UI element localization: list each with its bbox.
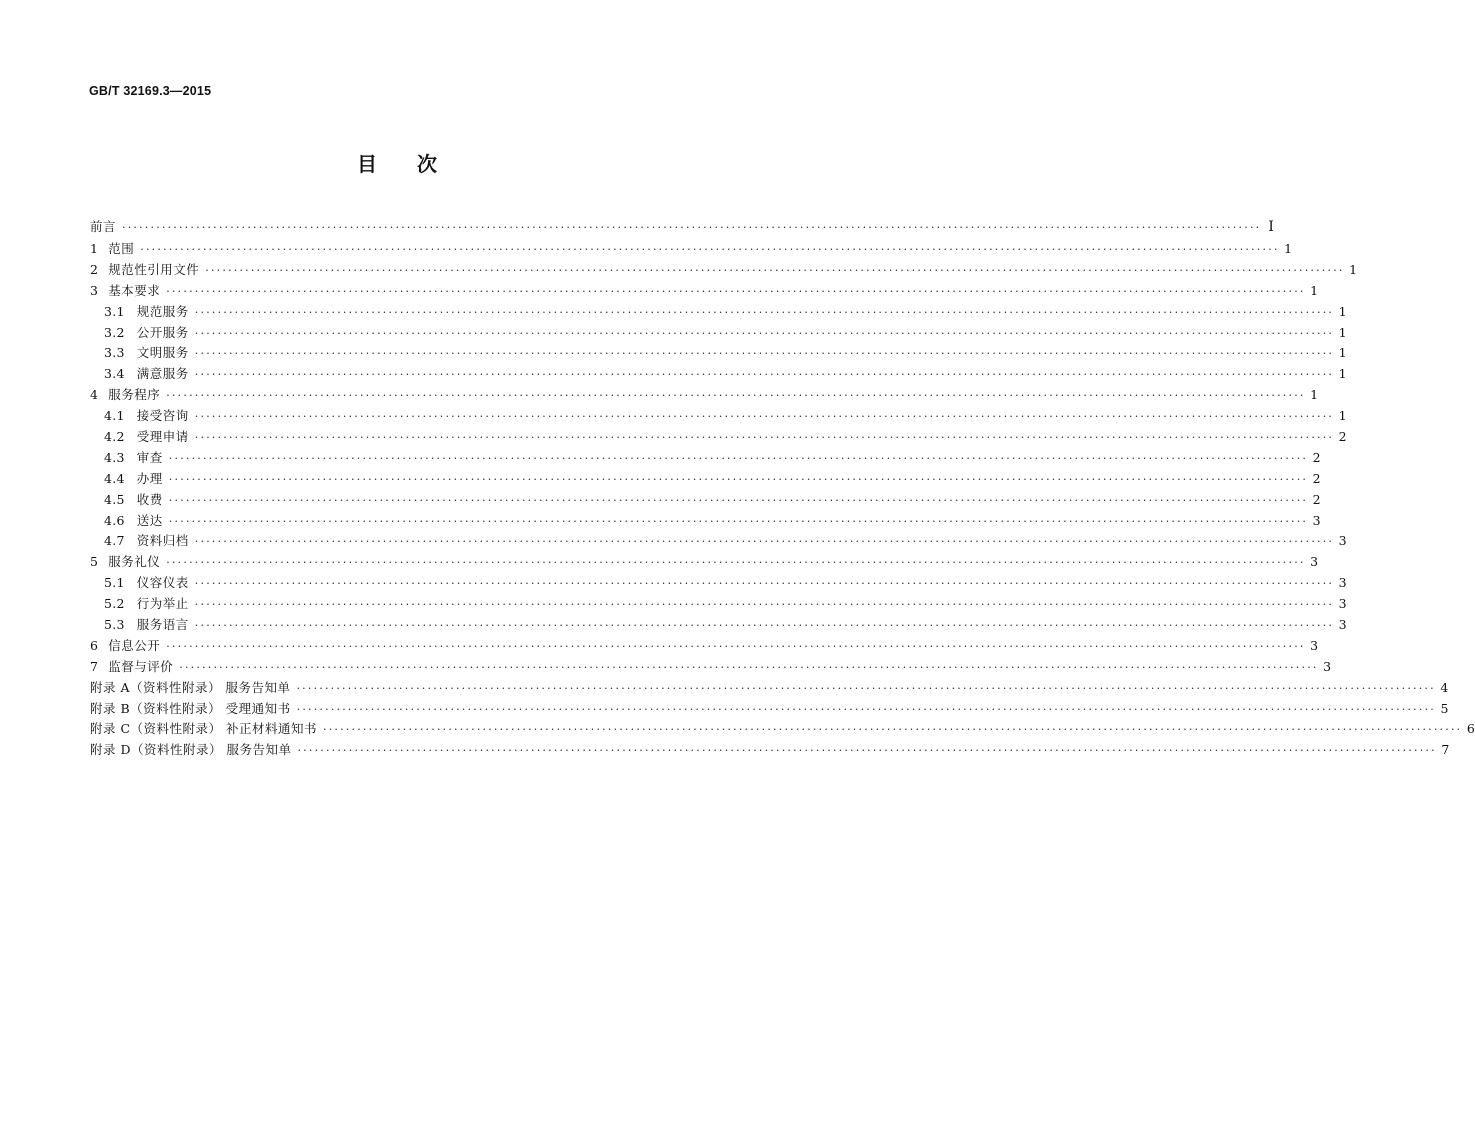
toc-entry-number: 3.1 [104, 303, 125, 319]
toc-entry-page: 1 [1284, 241, 1293, 256]
toc-entry-page: 2 [1312, 470, 1322, 486]
toc-entry-page: I [1268, 219, 1275, 235]
toc-leader-dots: ········································································································································································································ [122, 221, 1262, 234]
toc-entry-label: 信息公开 [108, 637, 161, 653]
toc-entry[interactable] [90, 511, 1322, 532]
toc-leader-dots: ········································································································································································································ [140, 243, 1280, 256]
toc-leader-dots: ········································································································································································································ [297, 744, 1437, 758]
toc-entry-page: 3 [1310, 554, 1319, 570]
toc-entry-label: 行为举止 [136, 596, 189, 612]
toc-leader-dots: ········································································································································································································ [194, 577, 1335, 591]
standard-code: GB/T 32169.3—2015 [89, 84, 212, 98]
toc-entry[interactable] [90, 740, 1450, 761]
toc-entry-number: 3.2 [104, 324, 125, 340]
toc-leader-dots: ········································································································································································································ [166, 639, 1306, 653]
toc-entry[interactable] [90, 573, 1348, 594]
toc-entry[interactable] [90, 678, 1449, 699]
toc-leader-dots: ········································································································································································································ [168, 472, 1309, 486]
toc-entry-number: 7 [90, 658, 99, 674]
toc-entry-number: 5.3 [104, 617, 125, 633]
toc-leader-dots: ········································································································································································································ [179, 660, 1319, 674]
table-of-contents [90, 215, 1475, 761]
toc-entry-page: 1 [1310, 387, 1319, 403]
toc-entry-page: 2 [1312, 491, 1322, 507]
toc-entry-number: 4 [90, 387, 99, 403]
toc-entry[interactable] [90, 490, 1322, 511]
toc-entry-number: 6 [90, 637, 99, 653]
toc-leader-dots: ········································································································································································································ [166, 556, 1306, 570]
toc-entry-label: 服务语言 [136, 617, 189, 633]
toc-entry-label: 审查 [136, 449, 163, 465]
toc-entry-label: 资料归档 [136, 533, 189, 549]
toc-entry-number: 4.6 [104, 512, 125, 528]
toc-entry-page: 3 [1338, 617, 1348, 633]
toc-entry[interactable] [90, 323, 1348, 344]
toc-entry[interactable] [90, 302, 1348, 323]
toc-leader-dots: ········································································································································································································ [194, 598, 1335, 612]
toc-entry[interactable] [90, 215, 1275, 239]
toc-entry-label: 基本要求 [108, 282, 161, 298]
toc-entry-label: 文明服务 [136, 345, 189, 361]
toc-entry[interactable] [90, 615, 1348, 636]
toc-entry[interactable] [90, 260, 1358, 281]
toc-leader-dots: ········································································································································································································ [168, 451, 1309, 465]
toc-entry-label: 规范性引用文件 [108, 261, 200, 277]
toc-entry[interactable] [90, 636, 1319, 657]
page-title: 目次 [357, 152, 477, 176]
toc-entry[interactable] [90, 448, 1322, 469]
toc-entry[interactable] [90, 427, 1348, 448]
toc-entry-number: 3 [90, 282, 99, 298]
toc-entry-page: 3 [1323, 658, 1332, 674]
toc-entry-page: 4 [1440, 679, 1449, 695]
toc-entry-page: 6 [1466, 721, 1475, 737]
toc-entry[interactable] [90, 699, 1449, 720]
toc-entry-number: 4.3 [104, 449, 125, 465]
toc-entry-label: 监督与评价 [108, 658, 174, 674]
toc-leader-dots: ········································································································································································································ [323, 723, 1463, 737]
toc-entry-label: 接受咨询 [136, 408, 189, 424]
toc-leader-dots: ········································································································································································································ [166, 284, 1306, 298]
toc-entry-label: 送达 [136, 512, 163, 528]
toc-entry-label: 附录 A（资料性附录） 服务告知单 [90, 679, 291, 695]
toc-leader-dots: ········································································································································································································ [194, 347, 1335, 361]
toc-entry-page: 3 [1310, 637, 1319, 653]
toc-leader-dots: ········································································································································································································ [296, 681, 1436, 695]
toc-entry-page: 7 [1441, 742, 1450, 758]
toc-entry[interactable] [90, 343, 1348, 364]
toc-entry-page: 1 [1338, 324, 1348, 340]
toc-entry-label: 附录 C（资料性附录） 补正材料通知书 [90, 721, 318, 737]
toc-entry[interactable] [90, 552, 1319, 573]
toc-entry[interactable] [90, 406, 1348, 427]
toc-entry-page: 1 [1338, 303, 1348, 319]
toc-entry-page: 1 [1338, 408, 1348, 424]
toc-entry-label: 服务礼仪 [108, 554, 161, 570]
toc-entry-number: 4.5 [104, 491, 125, 507]
toc-leader-dots: ········································································································································································································ [168, 493, 1309, 507]
toc-entry[interactable] [90, 239, 1293, 260]
toc-entry-label: 满意服务 [136, 366, 189, 382]
toc-entry-page: 2 [1312, 449, 1322, 465]
toc-entry-page: 3 [1312, 512, 1322, 528]
toc-entry-page: 1 [1349, 261, 1358, 277]
toc-leader-dots: ········································································································································································································ [296, 702, 1436, 716]
toc-entry[interactable] [90, 281, 1319, 302]
toc-entry-number: 5.1 [104, 575, 125, 591]
toc-entry-page: 3 [1338, 575, 1348, 591]
toc-entry-page: 1 [1310, 282, 1319, 298]
toc-entry-page: 3 [1338, 533, 1348, 549]
toc-entry-number: 1 [90, 241, 99, 256]
toc-entry-label: 规范服务 [136, 303, 189, 319]
toc-entry-label: 附录 D（资料性附录） 服务告知单 [90, 742, 292, 758]
toc-entry-label: 仪容仪表 [136, 575, 189, 591]
toc-entry-label: 附录 B（资料性附录） 受理通知书 [90, 700, 291, 716]
toc-entry[interactable] [90, 594, 1348, 615]
toc-entry-label: 范围 [108, 241, 135, 256]
toc-leader-dots: ········································································································································································································ [205, 263, 1345, 277]
toc-entry-label: 服务程序 [108, 387, 161, 403]
toc-leader-dots: ········································································································································································································ [194, 305, 1335, 319]
toc-entry-number: 5 [90, 554, 99, 570]
toc-entry-label: 受理申请 [136, 429, 189, 445]
toc-entry-label: 收费 [136, 491, 163, 507]
toc-entry-page: 1 [1338, 366, 1348, 382]
toc-entry[interactable] [90, 531, 1348, 552]
toc-entry-label: 前言 [90, 219, 117, 234]
toc-leader-dots: ········································································································································································································ [166, 389, 1306, 403]
toc-entry-number: 2 [90, 261, 99, 277]
toc-entry-number: 4.7 [104, 533, 125, 549]
toc-leader-dots: ········································································································································································································ [194, 535, 1335, 549]
toc-entry[interactable] [90, 364, 1348, 385]
toc-entry-number: 5.2 [104, 596, 125, 612]
toc-entry-page: 1 [1338, 345, 1348, 361]
toc-entry[interactable] [90, 385, 1319, 406]
toc-leader-dots: ········································································································································································································ [194, 619, 1335, 633]
toc-entry-page: 5 [1440, 700, 1449, 716]
toc-entry[interactable] [90, 469, 1322, 490]
toc-leader-dots: ········································································································································································································ [194, 368, 1335, 382]
toc-leader-dots: ········································································································································································································ [194, 410, 1335, 424]
toc-entry-number: 4.4 [104, 470, 125, 486]
toc-entry[interactable] [90, 719, 1475, 740]
toc-entry-page: 2 [1338, 429, 1348, 445]
toc-leader-dots: ········································································································································································································ [194, 431, 1335, 445]
toc-entry-number: 3.4 [104, 366, 125, 382]
toc-leader-dots: ········································································································································································································ [194, 326, 1335, 340]
toc-entry-number: 3.3 [104, 345, 125, 361]
toc-leader-dots: ········································································································································································································ [168, 514, 1309, 528]
toc-entry-label: 公开服务 [136, 324, 189, 340]
toc-entry-number: 4.1 [104, 408, 125, 424]
toc-entry-page: 3 [1338, 596, 1348, 612]
toc-entry[interactable] [90, 657, 1332, 678]
toc-entry-label: 办理 [136, 470, 163, 486]
toc-entry-number: 4.2 [104, 429, 125, 445]
